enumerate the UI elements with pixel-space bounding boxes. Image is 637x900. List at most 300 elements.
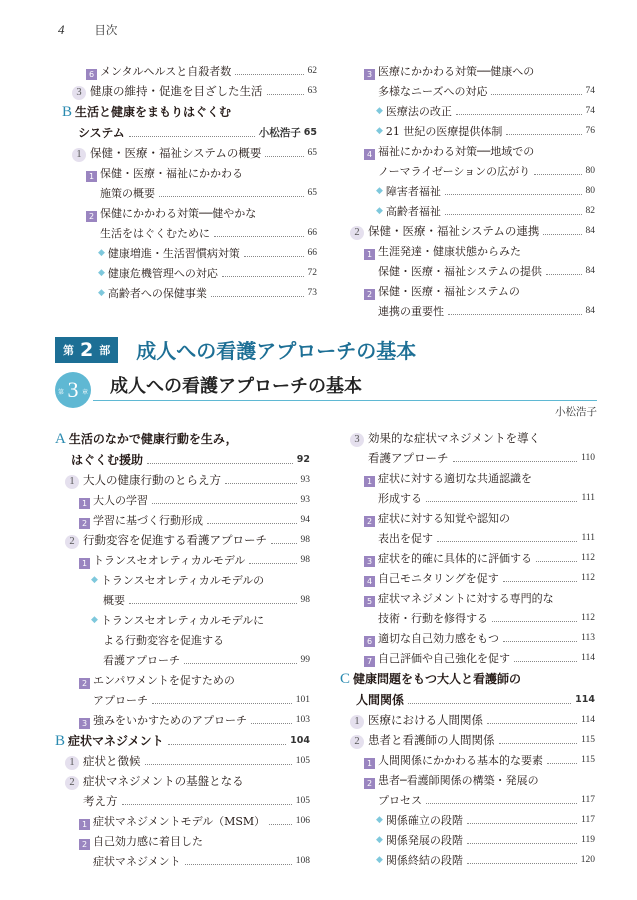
number-badge-icon: 1 — [65, 756, 79, 770]
entry-text: よる行動変容を促進する — [103, 634, 224, 647]
entry-text: トランスセオレティカルモデルに — [100, 614, 265, 627]
page-number: 65 — [307, 188, 317, 198]
toc-entry[interactable] — [364, 630, 595, 647]
entry-title: システム — [78, 126, 125, 140]
number-badge-icon: 1 — [72, 148, 86, 162]
entry-title: 症状を的確に具体的に評価する — [378, 552, 532, 565]
entry-text: 健康問題をもつ大人と看護師の — [353, 672, 522, 686]
leader-dots — [426, 803, 577, 804]
entry-title: 考え方 — [83, 794, 118, 808]
entry-last-line — [65, 532, 310, 549]
toc-entry[interactable] — [65, 753, 310, 770]
section-letter: A — [55, 431, 66, 447]
leader-dots — [453, 461, 578, 462]
section-letter: B — [55, 733, 66, 749]
leader-dots — [506, 134, 581, 135]
leader-dots — [235, 74, 303, 75]
entry-text-line — [91, 572, 310, 589]
entry-title: 人間関係にかかわる基本的な要素 — [378, 754, 543, 767]
number-badge-icon: 2 — [350, 226, 364, 240]
entry-title: 適切な自己効力感をもつ — [378, 632, 499, 645]
toc-entry[interactable] — [65, 773, 310, 810]
leader-dots — [503, 641, 577, 642]
diamond-bullet-icon: ◆ — [376, 106, 383, 116]
toc-entry[interactable] — [364, 550, 595, 567]
entry-title: 施策の概要 — [100, 187, 155, 200]
square-number-icon: 2 — [364, 516, 375, 527]
toc-entry[interactable] — [376, 852, 595, 869]
entry-title: 技術・行動を修得する — [378, 612, 488, 625]
entry-text-line — [79, 833, 310, 850]
toc-entry[interactable] — [376, 183, 595, 200]
entry-last-line — [91, 592, 310, 609]
square-number-icon: 3 — [79, 718, 90, 729]
entry-title: 関係発展の段階 — [385, 834, 463, 847]
toc-entry[interactable] — [86, 205, 317, 242]
leader-dots — [129, 603, 297, 604]
page-number: 98 — [300, 595, 310, 605]
entry-text-line — [364, 143, 595, 160]
entry-last-line — [364, 163, 595, 180]
toc-entry[interactable] — [364, 143, 595, 180]
toc-entry[interactable] — [364, 650, 595, 667]
square-number-icon: 6 — [86, 69, 97, 80]
section-letter: C — [340, 671, 351, 687]
entry-last-line — [98, 285, 317, 302]
entry-text: 保健・医療・福祉システムの — [378, 285, 520, 298]
entry-title: トランスセオレティカルモデル — [93, 554, 246, 567]
entry-last-line — [350, 732, 595, 749]
leader-dots — [499, 743, 578, 744]
leader-dots — [426, 501, 577, 502]
entry-last-line — [79, 712, 310, 729]
leader-dots — [147, 463, 293, 464]
page-number: 94 — [300, 515, 310, 525]
diamond-bullet-icon: ◆ — [376, 815, 383, 825]
toc-entry[interactable] — [55, 732, 310, 750]
entry-last-line — [79, 813, 310, 830]
toc-column-bottom-right — [340, 430, 595, 872]
number-badge-icon: 2 — [65, 776, 79, 790]
leader-dots — [547, 763, 577, 764]
leader-dots — [225, 483, 297, 484]
page-number: 101 — [295, 695, 310, 705]
toc-entry[interactable] — [98, 285, 317, 302]
entry-last-line — [55, 732, 310, 750]
toc-entry[interactable] — [79, 512, 310, 529]
square-number-icon: 1 — [364, 476, 375, 487]
square-number-icon: 1 — [364, 249, 375, 260]
leader-dots — [185, 864, 292, 865]
square-number-icon: 1 — [79, 498, 90, 509]
page-number: 110 — [581, 453, 595, 463]
toc-entry[interactable] — [98, 245, 317, 262]
toc-entry[interactable] — [376, 832, 595, 849]
square-number-icon: 6 — [364, 636, 375, 647]
square-number-icon: 5 — [364, 596, 375, 607]
entry-text-line — [364, 772, 595, 789]
entry-last-line — [350, 712, 595, 729]
entry-text-line — [91, 612, 310, 629]
leader-dots — [534, 174, 581, 175]
diamond-bullet-icon: ◆ — [91, 615, 98, 625]
entry-text-line — [86, 165, 317, 182]
entry-title: 高齢者への保健事業 — [107, 287, 207, 300]
diamond-bullet-icon: ◆ — [98, 288, 105, 298]
page-number: 84 — [585, 306, 595, 316]
entry-title: 症状マネジメント — [68, 734, 164, 748]
entry-last-line — [364, 650, 595, 667]
entry-title: プロセス — [378, 794, 422, 807]
number-badge-icon: 1 — [65, 475, 79, 489]
leader-dots — [448, 314, 582, 315]
page-number: 105 — [295, 796, 310, 806]
chapter-author: 小松浩子 — [555, 406, 597, 418]
page-number: 108 — [295, 856, 310, 866]
page-number: 119 — [581, 835, 595, 845]
page-number: 114 — [581, 715, 595, 725]
entry-text-line — [364, 470, 595, 487]
page-number: 92 — [296, 454, 310, 465]
toc-entry[interactable] — [376, 123, 595, 140]
entry-last-line — [79, 492, 310, 509]
page-number: 73 — [307, 288, 317, 298]
toc-entry[interactable] — [55, 430, 310, 469]
entry-text-line — [364, 243, 595, 260]
toc-entry[interactable] — [350, 223, 595, 240]
entry-last-line — [79, 512, 310, 529]
entry-text: 効果的な症状マネジメントを導く — [368, 431, 541, 445]
square-number-icon: 2 — [364, 778, 375, 789]
number-badge-icon: 3 — [72, 86, 86, 100]
entry-title: 医療における人間関係 — [368, 713, 483, 727]
entry-last-line — [376, 852, 595, 869]
entry-last-line — [65, 753, 310, 770]
toc-entry[interactable] — [364, 570, 595, 587]
page-number: 82 — [585, 206, 595, 216]
entry-last-line — [79, 552, 310, 569]
leader-dots — [467, 823, 577, 824]
toc-entry[interactable] — [364, 243, 595, 280]
entry-author: 小松浩子 — [258, 127, 301, 139]
toc-entry[interactable] — [62, 103, 317, 142]
entry-last-line — [364, 263, 595, 280]
entry-last-line — [364, 792, 595, 809]
toc-entry[interactable] — [350, 430, 595, 467]
entry-title: アプローチ — [93, 694, 148, 707]
entry-text: 福祉にかかわる対策──地域での — [378, 145, 535, 158]
entry-text: 患者─看護師関係の構築・発展の — [378, 774, 539, 787]
page-number: 80 — [585, 186, 595, 196]
entry-last-line — [350, 223, 595, 240]
page-number: 93 — [300, 495, 310, 505]
leader-dots — [546, 274, 582, 275]
leader-dots — [244, 256, 304, 257]
leader-dots — [211, 296, 304, 297]
toc-entry[interactable] — [79, 813, 310, 830]
leader-dots — [207, 523, 297, 524]
square-number-icon: 2 — [86, 211, 97, 222]
leader-dots — [492, 621, 577, 622]
entry-last-line — [79, 853, 310, 870]
leader-dots — [543, 234, 581, 235]
diamond-bullet-icon: ◆ — [91, 575, 98, 585]
entry-title: 症状と徴候 — [83, 754, 141, 768]
entry-text-line — [79, 672, 310, 689]
entry-text-line — [364, 63, 595, 80]
toc-entry[interactable] — [350, 732, 595, 749]
page-number: 84 — [585, 266, 595, 276]
page-number: 93 — [300, 475, 310, 485]
entry-text: 保健・医療・福祉にかかわる — [100, 167, 243, 180]
leader-dots — [159, 196, 304, 197]
entry-title: 関係確立の段階 — [385, 814, 463, 827]
toc-entry[interactable] — [86, 165, 317, 202]
page-number: 76 — [585, 126, 595, 136]
entry-last-line — [86, 185, 317, 202]
number-badge-icon: 2 — [65, 535, 79, 549]
page-number: 117 — [581, 795, 595, 805]
entry-text: 医療にかかわる対策──健康への — [378, 65, 535, 78]
entry-text: エンパワメントを促すための — [93, 674, 235, 687]
entry-last-line — [364, 490, 595, 507]
square-number-icon: 1 — [79, 558, 90, 569]
toc-entry[interactable] — [79, 833, 310, 870]
entry-title: 人間関係 — [356, 693, 405, 707]
entry-title: 症状マネジメント — [93, 855, 181, 868]
leader-dots — [249, 563, 296, 564]
square-number-icon: 4 — [364, 149, 375, 160]
entry-title: 自己モニタリングを促す — [378, 572, 499, 585]
square-number-icon: 1 — [364, 758, 375, 769]
toc-entry[interactable] — [350, 712, 595, 729]
toc-column-bottom-left — [55, 430, 310, 873]
square-number-icon: 3 — [364, 556, 375, 567]
entry-title: 生活をはぐくむために — [100, 227, 210, 240]
toc-entry[interactable] — [364, 510, 595, 547]
entry-title: 症状マネジメントモデル（MSM） — [93, 815, 266, 828]
entry-text: 生涯発達・健康状態からみた — [378, 245, 521, 258]
toc-entry[interactable] — [91, 572, 310, 609]
toc-entry[interactable] — [376, 103, 595, 120]
toc-entry[interactable] — [86, 63, 317, 80]
entry-text: 症状マネジメントの基盤となる — [83, 774, 244, 788]
entry-title: メンタルヘルスと自殺者数 — [100, 65, 232, 78]
leader-dots — [145, 764, 292, 765]
entry-title: 健康増進・生活習慣病対策 — [107, 247, 240, 260]
number-badge-icon: 3 — [350, 433, 364, 447]
part-title: 成人への看護アプローチの基本 — [136, 339, 417, 363]
diamond-bullet-icon: ◆ — [98, 268, 105, 278]
page-number: 112 — [581, 553, 595, 563]
entry-title: 保健・医療・福祉システムの連携 — [368, 224, 540, 238]
entry-last-line — [55, 451, 310, 469]
entry-title: 強みをいかすためのアプローチ — [93, 714, 247, 727]
leader-dots — [467, 843, 577, 844]
entry-text: 生活のなかで健康行動を生み， — [68, 432, 238, 446]
page-number: 66 — [307, 248, 317, 258]
running-title: 目次 — [94, 23, 118, 37]
square-number-icon: 2 — [364, 289, 375, 300]
entry-last-line — [364, 83, 595, 100]
entry-title: 多様なニーズへの対応 — [378, 85, 488, 98]
toc-entry[interactable] — [364, 590, 595, 627]
leader-dots — [267, 94, 304, 95]
page-number: 103 — [295, 715, 310, 725]
toc-entry[interactable] — [79, 552, 310, 569]
entry-title: 連携の重要性 — [378, 305, 444, 318]
entry-text-line — [340, 670, 595, 688]
leader-dots — [214, 236, 304, 237]
entry-title: 形成する — [378, 492, 422, 505]
leader-dots — [514, 661, 577, 662]
leader-dots — [251, 723, 292, 724]
square-number-icon: 7 — [364, 656, 375, 667]
toc-entry[interactable] — [79, 492, 310, 509]
entry-text-line — [364, 283, 595, 300]
leader-dots — [168, 744, 286, 745]
page-number: 74 — [585, 106, 595, 116]
chapter-heading — [55, 370, 597, 410]
entry-last-line — [98, 245, 317, 262]
entry-title: 患者と看護師の人間関係 — [368, 733, 495, 747]
page-number: 74 — [585, 86, 595, 96]
leader-dots — [503, 581, 577, 582]
toc-entry[interactable] — [65, 472, 310, 489]
leader-dots — [445, 214, 582, 215]
chapter-title: 成人への看護アプローチの基本 — [110, 376, 362, 397]
entry-title: 大人の健康行動のとらえ方 — [83, 473, 221, 487]
page-number: 115 — [581, 755, 595, 765]
entry-title: 健康危機管理への対応 — [107, 267, 218, 280]
page-number: 115 — [581, 735, 595, 745]
entry-last-line — [98, 265, 317, 282]
part-banner — [55, 335, 416, 364]
toc-entry[interactable] — [364, 752, 595, 769]
entry-title: 行動変容を促進する看護アプローチ — [83, 533, 267, 547]
leader-dots — [271, 543, 297, 544]
toc-entry[interactable] — [376, 203, 595, 220]
entry-title: 関係終結の段階 — [385, 854, 463, 867]
toc-entry[interactable] — [364, 470, 595, 507]
entry-title: 健康の維持・促進を目ざした生活 — [90, 84, 263, 98]
entry-last-line — [364, 550, 595, 567]
diamond-bullet-icon: ◆ — [376, 126, 383, 136]
toc-entry[interactable] — [65, 532, 310, 549]
entry-title: 看護アプローチ — [103, 654, 180, 667]
chapter-number-badge: 第 3 章 — [55, 372, 91, 408]
entry-text: 保健にかかわる対策──健やかな — [100, 207, 257, 220]
entry-last-line — [364, 630, 595, 647]
page-number: 111 — [581, 493, 595, 503]
section-letter: B — [62, 104, 73, 120]
entry-last-line — [86, 225, 317, 242]
page-number: 99 — [300, 655, 310, 665]
leader-dots — [536, 561, 577, 562]
page-number: 105 — [295, 756, 310, 766]
entry-last-line — [91, 652, 310, 669]
toc-entry[interactable] — [364, 772, 595, 809]
leader-dots — [467, 863, 577, 864]
leader-dots — [222, 276, 304, 277]
page-number: 114 — [575, 694, 595, 705]
square-number-icon: 2 — [79, 678, 90, 689]
entry-title: 看護アプローチ — [368, 451, 449, 465]
entry-text: 症状マネジメントに対する専門的な — [378, 592, 554, 605]
toc-entry[interactable] — [340, 670, 595, 709]
toc-entry[interactable] — [364, 283, 595, 320]
entry-title: 表出を促す — [378, 532, 433, 545]
entry-text: 生活と健康をまもりはぐくむ — [75, 105, 232, 119]
leader-dots — [265, 156, 303, 157]
entry-last-line — [364, 530, 595, 547]
toc-entry[interactable] — [376, 812, 595, 829]
page-number: 84 — [585, 226, 595, 236]
toc-entry[interactable] — [79, 712, 310, 729]
entry-last-line — [340, 691, 595, 709]
entry-last-line — [364, 303, 595, 320]
page-number: 112 — [581, 573, 595, 583]
toc-entry[interactable] — [72, 145, 317, 162]
entry-last-line — [72, 83, 317, 100]
entry-last-line — [350, 450, 595, 467]
diamond-bullet-icon: ◆ — [98, 248, 105, 258]
entry-last-line — [364, 570, 595, 587]
entry-last-line — [65, 472, 310, 489]
entry-text: 自己効力感に着目した — [93, 835, 203, 848]
entry-text: トランスセオレティカルモデルの — [100, 574, 265, 587]
entry-title: 大人の学習 — [93, 494, 148, 507]
toc-entry[interactable] — [91, 612, 310, 669]
toc-entry[interactable] — [72, 83, 317, 100]
entry-title: 障害者福祉 — [385, 185, 441, 198]
page-number: 120 — [580, 855, 595, 865]
entry-text-line — [91, 632, 310, 649]
part-label: 第 2 部 — [55, 337, 118, 363]
page-number: 113 — [581, 633, 595, 643]
entry-text-line — [55, 430, 310, 448]
square-number-icon: 2 — [79, 518, 90, 529]
leader-dots — [269, 824, 292, 825]
leader-dots — [152, 503, 297, 504]
entry-title: 21 世紀の医療提供体制 — [385, 125, 503, 138]
page-number: 65 — [307, 148, 317, 158]
entry-last-line — [376, 203, 595, 220]
entry-text-line — [62, 103, 317, 121]
toc-entry[interactable] — [364, 63, 595, 100]
leader-dots — [456, 114, 582, 115]
page-number: 98 — [300, 535, 310, 545]
entry-last-line — [376, 812, 595, 829]
entry-last-line — [364, 610, 595, 627]
number-badge-icon: 2 — [350, 735, 364, 749]
entry-text-line — [364, 510, 595, 527]
toc-entry[interactable] — [79, 672, 310, 709]
page-number: 112 — [581, 613, 595, 623]
page-number: 114 — [581, 653, 595, 663]
diamond-bullet-icon: ◆ — [376, 835, 383, 845]
toc-entry[interactable] — [98, 265, 317, 282]
page-number: 65 — [303, 127, 317, 138]
page-number: 98 — [300, 555, 310, 565]
entry-text: 症状に対する知覚や認知の — [378, 512, 510, 525]
leader-dots — [122, 804, 292, 805]
entry-last-line — [364, 752, 595, 769]
leader-dots — [437, 541, 577, 542]
chapter-divider — [93, 400, 597, 401]
page-number: 63 — [307, 86, 317, 96]
entry-title: 保健・医療・福祉システムの概要 — [90, 146, 262, 160]
